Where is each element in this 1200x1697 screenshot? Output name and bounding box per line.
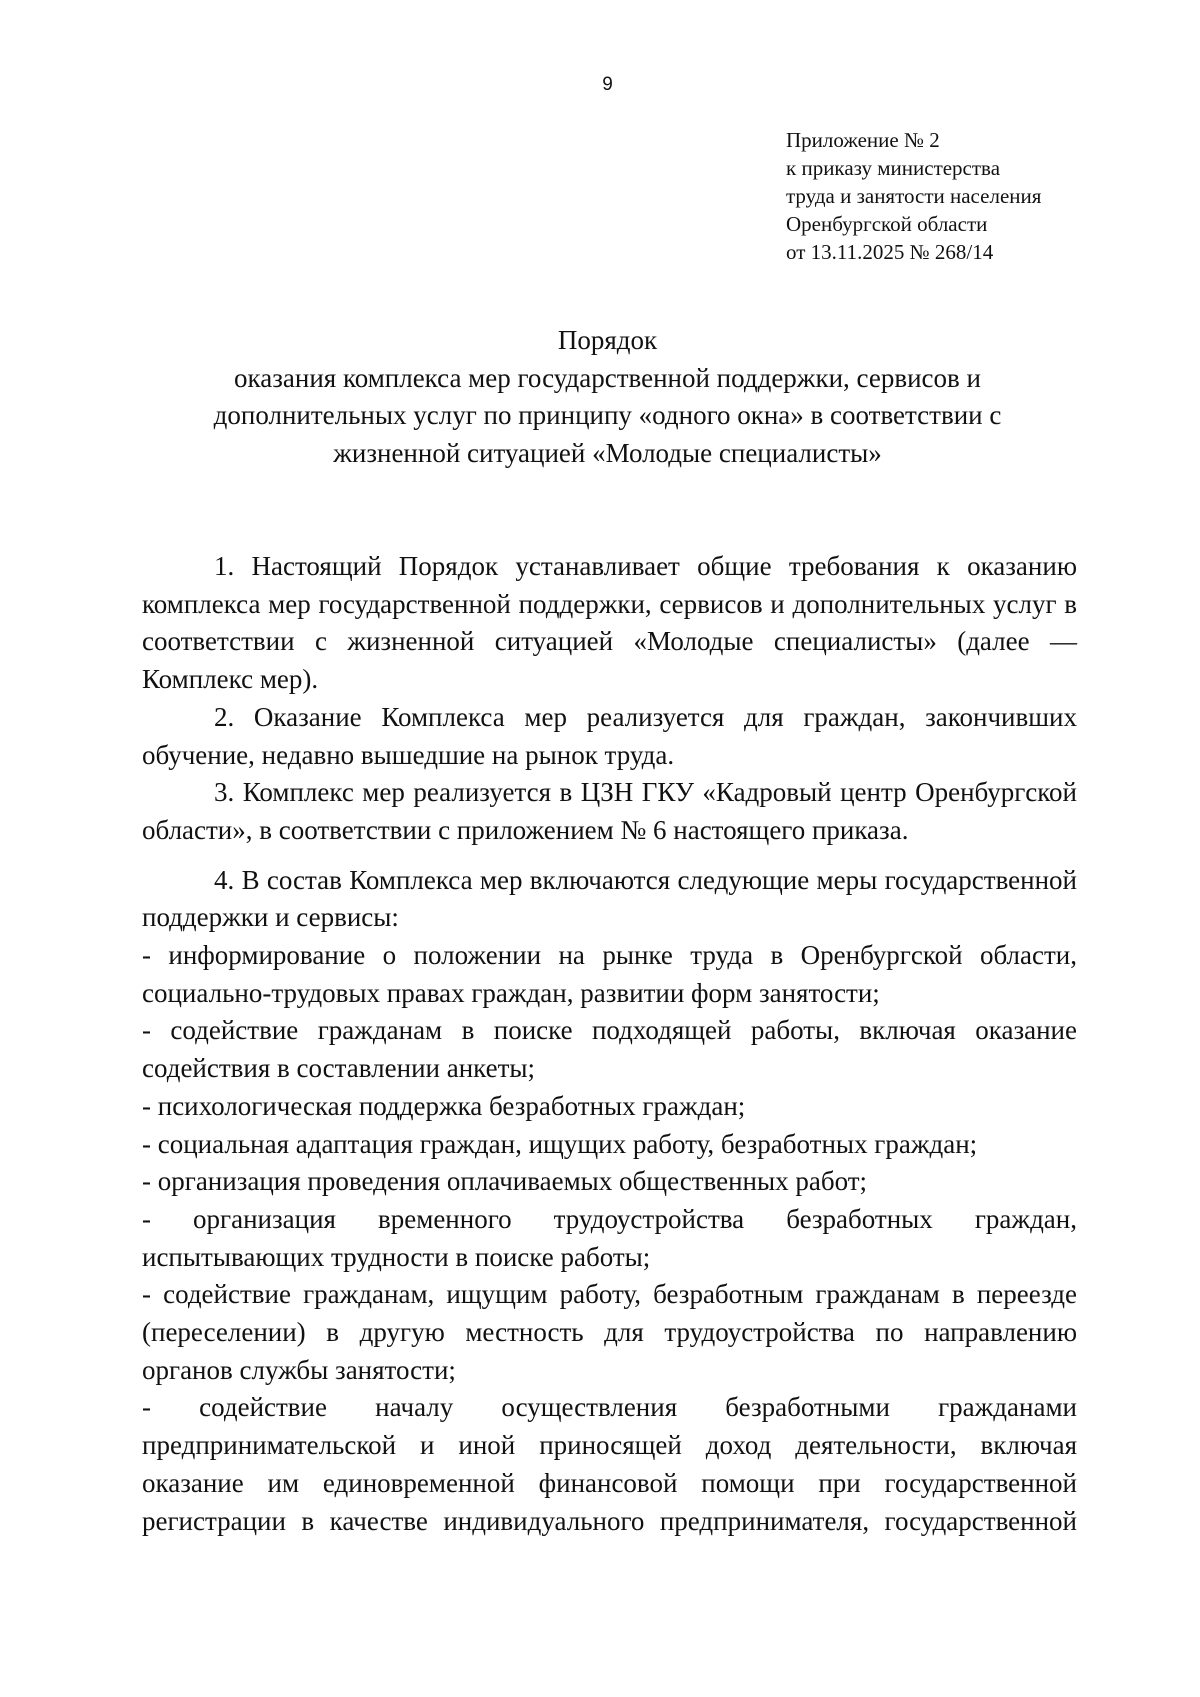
appendix-line: Оренбургской области [786, 212, 988, 236]
list-item: - содействие началу осуществления безработными гражданами предпринимательской и иной приносящей доход деятельности, включая оказание им единовременной финансовой помощи при государственной регистрации в качестве индивидуального предпринимателя, государственной [142, 1392, 1077, 1536]
page-number: 9 [602, 74, 613, 95]
title-line: дополнительных услуг по принципу «одного окна» в соответствии с [213, 400, 1002, 430]
title-line: оказания комплекса мер государственной поддержки, сервисов и [234, 362, 981, 393]
appendix-note [786, 126, 1041, 266]
title-line: жизненной ситуацией «Молодые специалисты» [333, 437, 882, 468]
list-item: - организация проведения оплачиваемых общественных работ; [142, 1166, 868, 1197]
document-title [140, 322, 1075, 472]
paragraph-1: 1. Настоящий Порядок устанавливает общие требования к оказанию комплекса мер государственной поддержки, сервисов и дополнительных услуг в соответствии с жизненной ситуацией «Молодые специалисты» (далее — Комплекс мер). [142, 551, 1077, 695]
appendix-line: к приказу министерства [786, 156, 1001, 180]
paragraph-2: 2. Оказание Комплекса мер реализуется для граждан, закончивших обучение, недавно вышедшие на рынок труда. [142, 701, 1077, 770]
list-item: - содействие гражданам, ищущим работу, безработным гражданам в переезде (переселении) в другую местность для трудоустройства по направлению органов службы занятости; [142, 1279, 1077, 1385]
title-heading: Порядок [557, 325, 658, 355]
paragraph-3: 3. Комплекс мер реализуется в ЦЗН ГКУ «Кадровый центр Оренбургской области», в соответствии с приложением № 6 настоящего приказа. [142, 777, 1077, 845]
appendix-line: Приложение № 2 [786, 128, 940, 152]
appendix-line: от 13.11.2025 № 268/14 [786, 240, 994, 264]
list-item: - социальная адаптация граждан, ищущих работу, безработных граждан; [142, 1128, 978, 1159]
document-body [142, 548, 1077, 1540]
paragraph-4: 4. В состав Комплекса мер включаются следующие меры государственной поддержки и сервисы: [142, 864, 1077, 933]
list-item: - организация временного трудоустройства безработных граждан, испытывающих трудности в поиске работы; [142, 1203, 1077, 1272]
list-item: - психологическая поддержка безработных граждан; [142, 1090, 746, 1121]
list-item: - содействие гражданам в поиске подходящей работы, включая оказание содействия в составлении анкеты; [142, 1015, 1077, 1084]
appendix-line: труда и занятости населения [786, 184, 1042, 208]
list-item: - информирование о положении на рынке труда в Оренбургской области, социально-трудовых правах граждан, развитии форм занятости; [142, 940, 1077, 1008]
